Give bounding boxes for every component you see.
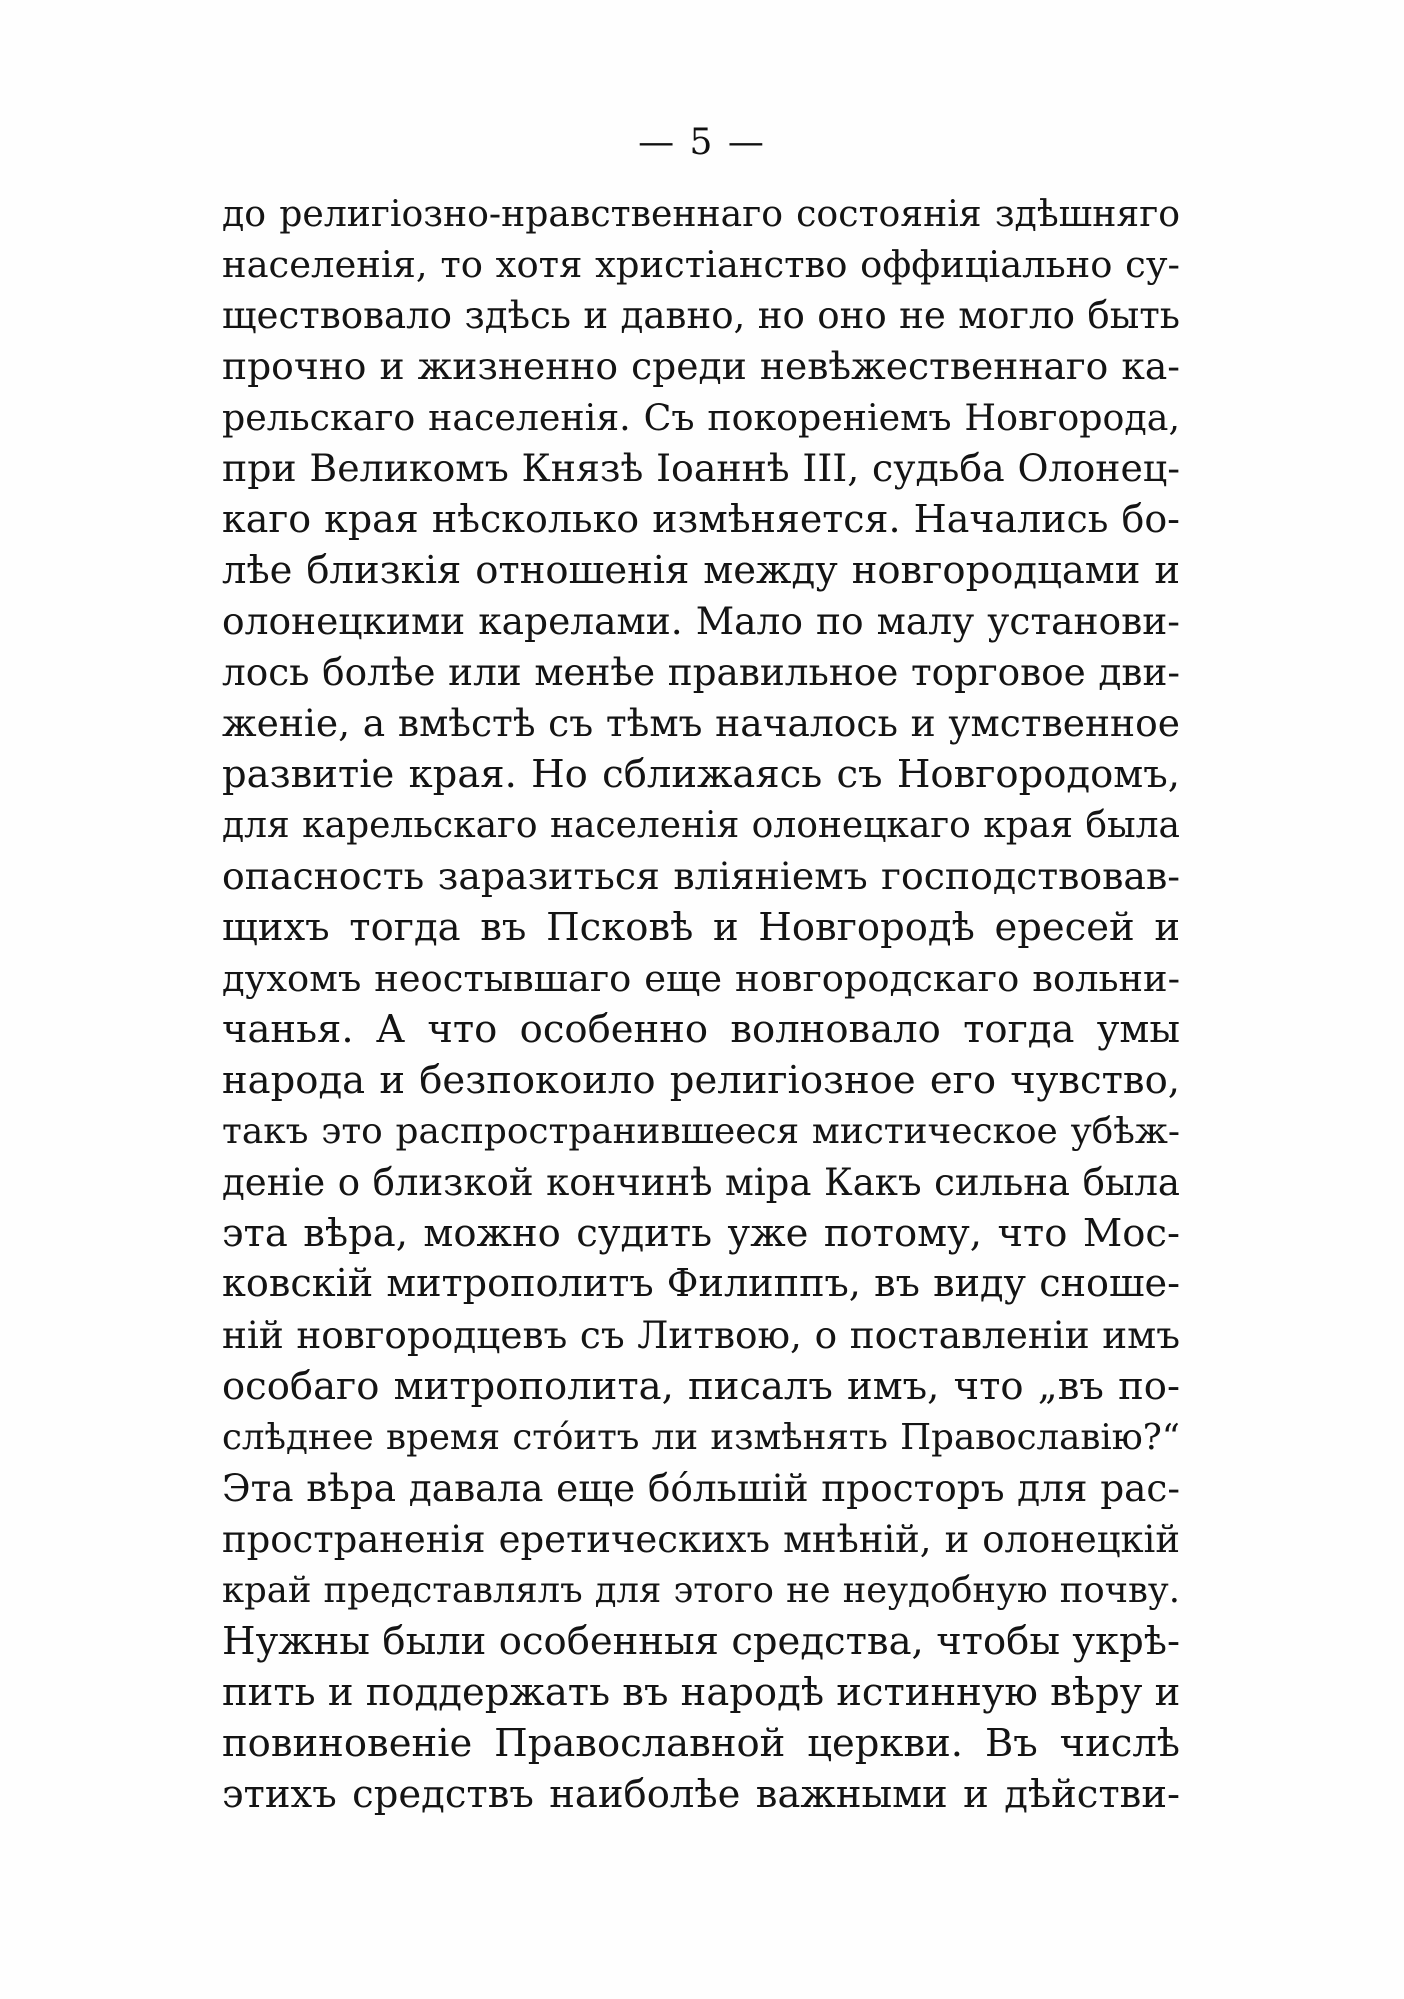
text-line: слѣднее время стóитъ ли измѣнять Православію?“ xyxy=(222,1417,1180,1458)
text-line: для карельскаго населенія олонецкаго края была xyxy=(222,805,1180,846)
page-text xyxy=(222,188,1180,1820)
text-line: чанья. А что особенно волновало тогда умы xyxy=(222,1007,1180,1052)
text-line: духомъ неостывшаго еще новгородскаго вольни- xyxy=(222,957,1180,1000)
text-line: каго края нѣсколько измѣняется. Начались бо- xyxy=(222,497,1180,541)
text-line: прочно и жизненно среди невѣжественнаго ка- xyxy=(222,344,1180,388)
text-line: щихъ тогда въ Псковѣ и Новгородѣ ересей и xyxy=(222,905,1180,950)
text-line: деніе о близкой кончинѣ міра Какъ сильна была xyxy=(222,1161,1180,1204)
text-line: Эта вѣра давала еще бóльшій просторъ для рас- xyxy=(222,1466,1180,1510)
text-line: развитіе края. Но сближаясь съ Новгородомъ, xyxy=(222,752,1180,797)
text-line: особаго митрополита, писалъ имъ, что „въ по- xyxy=(222,1364,1180,1409)
text-line: эта вѣра, можно судить уже потому, что Мос- xyxy=(222,1211,1180,1256)
text-line: Нужны были особенныя средства, чтобы укрѣ- xyxy=(222,1619,1180,1664)
text-line: опасность заразиться вліяніемъ господствовав- xyxy=(222,854,1180,898)
text-line: такъ это распространившееся мистическое убѣж- xyxy=(222,1111,1180,1152)
text-line: народа и безпокоило религіозное его чувство, xyxy=(222,1058,1180,1103)
text-line: этихъ средствъ наиболѣе важными и дѣйстви- xyxy=(222,1772,1180,1817)
text-line: олонецкими карелами. Мало по малу установи- xyxy=(222,599,1180,643)
page-number: — 5 — xyxy=(638,122,766,163)
text-line: ковскій митрополитъ Филиппъ, въ виду сноше- xyxy=(222,1262,1180,1306)
text-line: ществовало здѣсь и давно, но оно не могло быть xyxy=(222,294,1180,337)
text-line: пить и поддержать въ народѣ истинную вѣру и xyxy=(222,1670,1181,1715)
text-line: пространенія еретическихъ мнѣній, и олонецкій xyxy=(222,1518,1180,1561)
text-line: до религіозно-нравственнаго состоянія здѣшняго xyxy=(222,192,1180,235)
text-line: повиновеніе Православной церкви. Въ числѣ xyxy=(222,1721,1180,1766)
text-line: ній новгородцевъ съ Литвою, о поставленіи имъ xyxy=(222,1313,1180,1357)
text-line: лось болѣе или менѣе правильное торговое дви- xyxy=(222,650,1180,694)
text-line: женіе, а вмѣстѣ съ тѣмъ началось и умственное xyxy=(222,701,1180,745)
text-line: населенія, то хотя христіанство оффиціально су- xyxy=(222,243,1180,286)
text-line: рельскаго населенія. Съ покореніемъ Новгорода, xyxy=(222,396,1180,439)
text-line: край представлялъ для этого не неудобную почву. xyxy=(222,1570,1180,1611)
text-line: лѣе близкія отношенія между новгородцами и xyxy=(222,548,1180,593)
text-line: при Великомъ Князѣ Іоаннѣ III, судьба Олонец- xyxy=(222,446,1180,490)
